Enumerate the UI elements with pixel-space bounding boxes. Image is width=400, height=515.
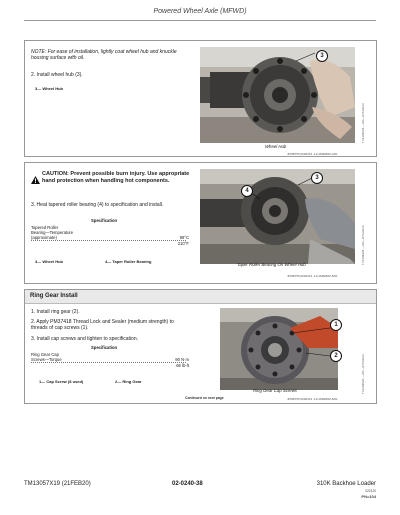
spec-heading: Specification (91, 345, 118, 350)
image-code: TX1169625 —UN—07AUG13 (361, 225, 365, 265)
footer-page-number: PN=104 (361, 494, 376, 499)
wheel-hub-photo (200, 47, 355, 143)
spec-heading: Specification (91, 218, 118, 223)
reference-code: JDSB755,0000313 -19-18FEB20-5/61 (287, 274, 338, 278)
panel-install-wheel-hub (24, 40, 377, 157)
footer-model: 310K Backhoe Loader (316, 481, 376, 487)
callout-marker-4: 4 (241, 185, 253, 197)
callout-marker-2: 2 (330, 350, 342, 362)
spec-item-line-1: Ring Gear Cap (31, 352, 59, 357)
spec-item-line-1: Tapered Roller (31, 225, 59, 230)
reference-code: JDSB755,0000313 -19-18FEB20-6/61 (287, 397, 338, 401)
step-install-ring-gear: 1. Install ring gear (2). (31, 309, 80, 315)
spec-value-celsius: 99°C (179, 235, 189, 240)
spec-value-nm: 90 N·m (175, 357, 189, 362)
spec-item-line-2: Bearing—Temperature (31, 230, 74, 235)
ring-gear-photo (220, 308, 338, 390)
callout-ring-gear: 2— Ring Gear (115, 379, 142, 384)
ring-gear-caption: Ring Gear Cap Screws (253, 388, 297, 393)
reference-code: JDSB755,0000313 -19-18FEB20-4/61 (287, 152, 338, 156)
note-text: NOTE: For ease of installation, lightly coat wheel hub and knuckle housing surface with oil. (31, 49, 177, 62)
step-heat-bearing: 3. Heat tapered roller bearing (4) to specification and install. (31, 202, 164, 208)
panel-heat-bearing (24, 162, 377, 284)
image-code: TX1169626 —UN—07AUG13 (361, 354, 365, 394)
spec-value-fahrenheit: 210°F (177, 241, 189, 246)
callout-wheel-hub: 3— Wheel Hub (35, 259, 64, 264)
image-code: TX1169624 —UN—07AUG13 (361, 103, 365, 143)
wheel-hub-caption: Wheel Hub (265, 144, 287, 149)
footer-manual-id: TM13057X19 (21FEB20) (24, 481, 91, 487)
continued-note: Continued on next page (185, 396, 224, 400)
footer-date-code: 022120 (365, 489, 376, 493)
callout-wheel-hub: 3— Wheel Hub (35, 86, 64, 91)
panel-ring-gear-install (24, 289, 377, 404)
footer-page-code: 02-0240-38 (172, 481, 203, 487)
spec-item-line-3: (approximate) (31, 235, 186, 241)
spec-value-lbft: 66 lb-ft (176, 363, 189, 368)
step-install-wheel-hub: 2. Install wheel hub (3). (31, 72, 83, 78)
spec-item-line-2: Screws—Torque (31, 357, 186, 363)
header-rule (24, 20, 376, 21)
page-header-title: Powered Wheel Axle (MFWD) (153, 8, 247, 15)
caution-text: CAUTION: Prevent possible burn injury. Use appropriate hand protection when handling hot components. (42, 171, 190, 184)
bearing-photo (200, 169, 355, 264)
callout-taper-roller-bearing: 4— Taper Roller Bearing (105, 259, 152, 264)
step-apply-thread-lock: 2. Apply PM37418 Thread Lock and Sealer (medium strength) to threads of cap screws (1). (31, 319, 174, 332)
callout-marker-1: 1 (330, 319, 342, 331)
callout-marker-3: 3 (316, 50, 328, 62)
bearing-caption: Taper Roller Bearing On Wheel Hub (237, 262, 306, 267)
section-heading: Ring Gear Install (25, 290, 376, 304)
caution-icon (31, 171, 40, 179)
callout-marker-3: 3 (311, 172, 323, 184)
step-tighten-cap-screws: 3. Install cap screws and tighten to specification. (31, 336, 139, 342)
callout-cap-screw: 1— Cap Screw (8 used) (39, 379, 84, 384)
